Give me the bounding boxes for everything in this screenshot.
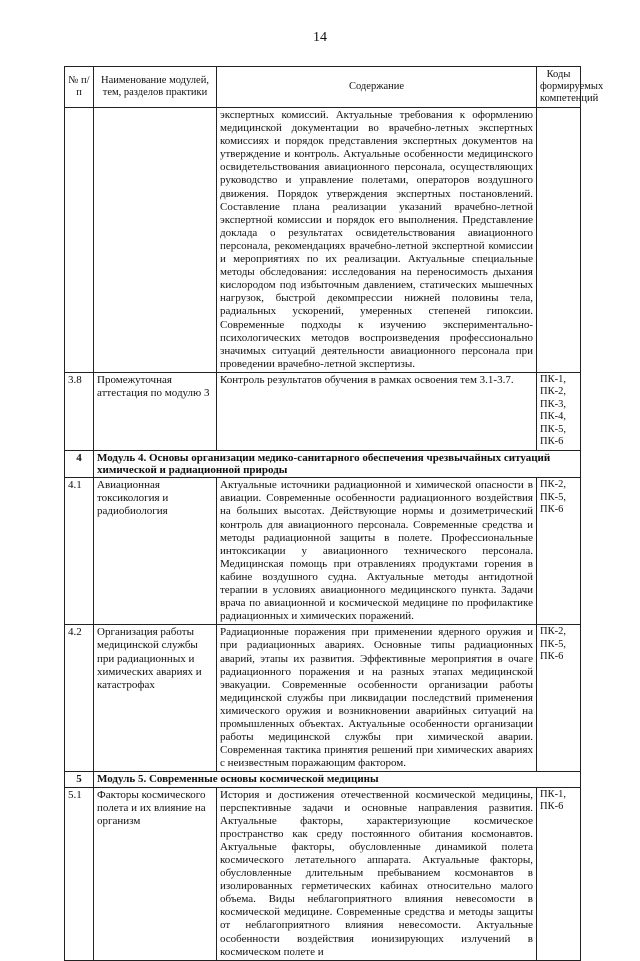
row-num: 3.8 [65,372,94,450]
row-num: 5.1 [65,787,94,960]
row-num: 4.1 [65,478,94,625]
table-header-row [65,67,581,108]
page-number: 14 [313,30,327,45]
table-row [65,478,581,625]
module-num: 4 [65,450,94,477]
table-row [65,108,581,373]
table-row [65,625,581,772]
module-num: 5 [65,772,94,787]
row-content: экспертных комиссий. Актуальные требования к оформлению медицинской документации во врачебно-летных экспертных комиссиях и порядок представления экспертных документов на утверждение и контроль. Актуальные особенности медицинского освидетельствования авиационного персонала, осуществляющих руководство и управление полетами, операторов воздушного движения. Порядок утверждения экспертных постановлений. Составление плана реализации указаний врачебно-летной экспертной комиссии и порядок его выполнения. Представление доклада о результатах освидетельствования авиационного персонала, рекомендациях врачебно-летной экспертной комиссии и мероприятиях по их реализации. Актуальные специальные методы обследования: исследования на переносимость дыхания кислородом под избыточным давлением, статических мышечных нагрузок, быстрой декомпрессии нижней половины тела, радиальных ускорений, умеренных степеней гипоксии. Современные подходы к изучению экспериментально-психологических методов воспроизведения профессионально значимых ситуаций деятельности авиационного персонала при проведении врачебно-летной экспертизы. [217,108,537,373]
row-codes: ПК-1, ПК-2, ПК-3, ПК-4, ПК-5, ПК-6 [537,372,581,450]
curriculum-table [64,66,604,961]
row-content: Контроль результатов обучения в рамках освоения тем 3.1-3.7. [217,372,537,450]
row-codes: ПК-1, ПК-6 [537,787,581,960]
module-heading-row [65,450,581,477]
row-content: Актуальные источники радиационной и химической опасности в авиации. Современные особенности радиационного воздействия на больших высотах. Действующие нормы и дозиметрический контроль для авиационного персонала. Современные средства и методы радиационной защиты в полете. Профессиональные интоксикации у авиационного технического персонала. Медицинская помощь при отравлениях продуктами горения в кабине воздушного судна. Актуальные методы антидотной терапии в условиях авиационного медицинского пункта. Задачи врача по авиационной и космической медицине по профилактике радиационных и химических поражений. [217,478,537,625]
header-num: № п/п [65,67,94,108]
row-name: Организация работы медицинской службы при радиационных и химических авариях и катастрофах [94,625,217,772]
module-title: Модуль 5. Современные основы космической медицины [94,772,581,787]
row-content: Радиационные поражения при применении ядерного оружия и при радиационных авариях. Основные типы радиационных аварий, этапы их развития. Эффективные мероприятия в очаге радиационного поражения и на разных этапах медицинской эвакуации. Современные особенности организации работы медицинской службы при ликвидации последствий применения химического оружия и возникновении аварийных ситуаций на промышленных объектах. Актуальные особенности организации работы медицинской службы при химической аварии. Современная тактика принятия решений при химических авариях с неизвестным поражающим фактором. [217,625,537,772]
row-num [65,108,94,373]
row-num: 4.2 [65,625,94,772]
row-name: Факторы космического полета и их влияние на организм [94,787,217,960]
header-content: Содержание [217,67,537,108]
row-name [94,108,217,373]
row-codes: ПК-2, ПК-5, ПК-6 [537,625,581,772]
module-title: Модуль 4. Основы организации медико-санитарного обеспечения чрезвычайных ситуаций химической и радиационной природы [94,450,581,477]
row-codes [537,108,581,373]
header-name: Наименование модулей, тем, разделов практики [94,67,217,108]
row-name: Авиационная токсикология и радиобиология [94,478,217,625]
row-name: Промежуточная аттестация по модулю 3 [94,372,217,450]
header-codes: Коды формируемых компетенций [537,67,581,108]
table-row [65,787,581,960]
table-row [65,372,581,450]
row-content: История и достижения отечественной космической медицины, перспективные задачи и основные направления развития. Актуальные факторы, характеризующие космическое пространство как среду постоянного обитания космонавтов. Актуальные факторы, обусловленные динамикой полета космического летательного аппарата. Актуальные факторы, обусловленные длительным пребыванием космонавтов в изолированных герметических кабинах относительно малого объема. Виды неблагоприятного влияния невесомости в космической медицине. Современные средства и методы защиты от неблагоприятного влияния невесомости. Актуальные особенности воздействия ионизирующих излучений в космическом полете и [217,787,537,960]
row-codes: ПК-2, ПК-5, ПК-6 [537,478,581,625]
module-heading-row [65,772,581,787]
